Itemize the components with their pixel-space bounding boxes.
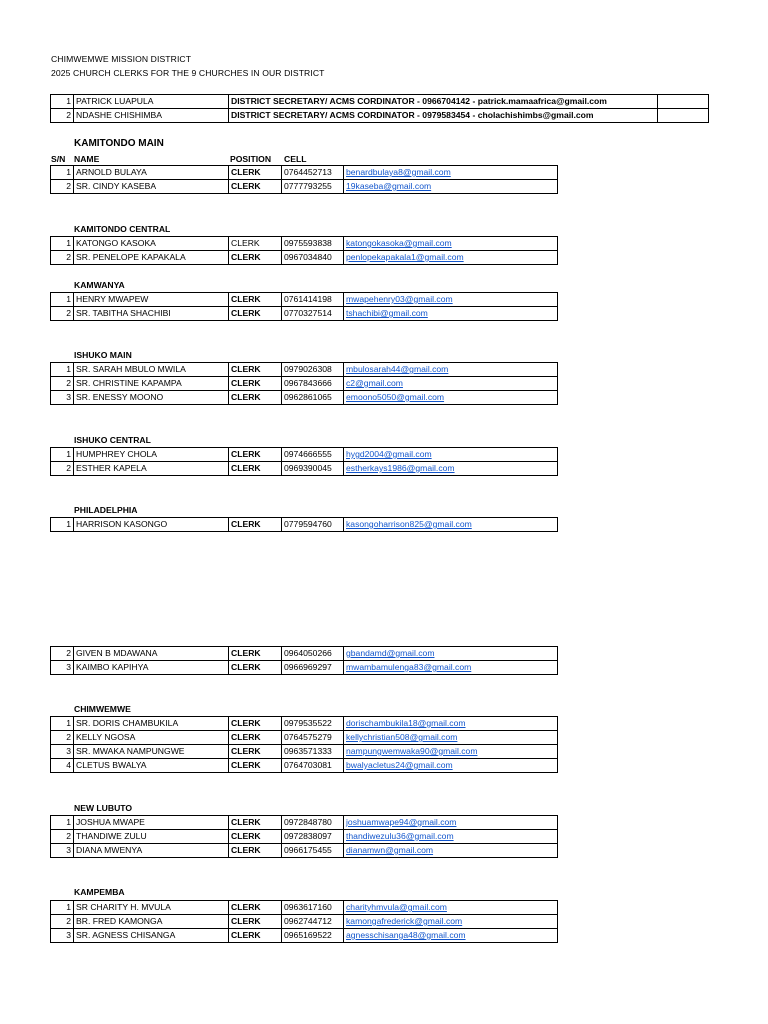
clerk-phone: 0764575279 [282, 731, 344, 745]
row-number: 3 [51, 745, 74, 759]
section-title-kamwanya: KAMWANYA [74, 280, 125, 290]
clerk-name: SR. TABITHA SHACHIBI [74, 307, 229, 321]
clerk-phone: 0777793255 [282, 180, 344, 194]
section-title-ishuko-main: ISHUKO MAIN [74, 350, 132, 360]
section-title-philadelphia: PHILADELPHIA [74, 505, 138, 515]
district-rows [51, 95, 709, 123]
email-link[interactable]: agnesschisanga48@gmail.com [344, 929, 558, 943]
table-row [51, 307, 558, 321]
kamitondo-main-table [50, 165, 558, 194]
table-row [51, 830, 558, 844]
row-number: 3 [51, 929, 74, 943]
email-link[interactable]: penlopekapakala1@gmail.com [344, 251, 558, 265]
row-number: 2 [51, 180, 74, 194]
row-number: 1 [51, 816, 74, 830]
clerk-position: CLERK [229, 844, 282, 858]
table-row [51, 731, 558, 745]
clerk-phone: 0966175455 [282, 844, 344, 858]
clerk-position: CLERK [229, 759, 282, 773]
email-link[interactable]: thandiwezulu36@gmail.com [344, 830, 558, 844]
clerk-name: SR. CINDY KASEBA [74, 180, 229, 194]
row-number: 1 [51, 237, 74, 251]
clerk-position: CLERK [229, 745, 282, 759]
clerk-name: KAIMBO KAPIHYA [74, 661, 229, 675]
email-link[interactable]: mwapehenry03@gmail.com [344, 293, 558, 307]
clerk-position: CLERK [229, 293, 282, 307]
row-number: 2 [51, 307, 74, 321]
column-header-position: POSITION [230, 154, 272, 164]
clerk-name: HENRY MWAPEW [74, 293, 229, 307]
table-row [51, 462, 558, 476]
clerk-phone: 0972838097 [282, 830, 344, 844]
row-number: 2 [51, 731, 74, 745]
clerk-position: CLERK [229, 717, 282, 731]
table-row [51, 251, 558, 265]
row-number: 3 [51, 844, 74, 858]
new-lubuto-table [50, 815, 558, 858]
email-link[interactable]: mwambamulenga83@gmail.com [344, 661, 558, 675]
table-row [51, 647, 558, 661]
table-row [51, 237, 558, 251]
clerk-position: CLERK [229, 647, 282, 661]
officer-role: DISTRICT SECRETARY/ ACMS CORDINATOR - 0979583454 - cholachishimbs@gmail.com [229, 109, 658, 123]
clerk-name: GIVEN B MDAWANA [74, 647, 229, 661]
row-number: 1 [51, 166, 74, 180]
email-link[interactable]: tshachibi@gmail.com [344, 307, 558, 321]
clerk-phone: 0964050266 [282, 647, 344, 661]
philadelphia-continued-table [50, 646, 558, 675]
clerk-name: SR CHARITY H. MVULA [74, 901, 229, 915]
clerk-position: CLERK [229, 448, 282, 462]
row-number: 2 [51, 109, 74, 123]
row-number: 2 [51, 377, 74, 391]
table-row [51, 391, 558, 405]
officer-name: NDASHE CHISHIMBA [74, 109, 229, 123]
email-link[interactable]: charityhmvula@gmail.com [344, 901, 558, 915]
clerk-position: CLERK [229, 830, 282, 844]
section-title-chimwemwe: CHIMWEMWE [74, 704, 131, 714]
row-number: 1 [51, 448, 74, 462]
clerk-phone: 0967843666 [282, 377, 344, 391]
clerk-phone: 0761414198 [282, 293, 344, 307]
section-title-new-lubuto: NEW LUBUTO [74, 803, 133, 813]
email-link[interactable]: kasongoharrison825@gmail.com [344, 518, 558, 532]
table-row [51, 448, 558, 462]
email-link[interactable]: hygd2004@gmail.com [344, 448, 558, 462]
clerk-name: THANDIWE ZULU [74, 830, 229, 844]
row-number: 2 [51, 251, 74, 265]
row-number: 2 [51, 915, 74, 929]
clerk-position: CLERK [229, 929, 282, 943]
row-number: 2 [51, 830, 74, 844]
table-row [51, 717, 558, 731]
clerk-phone: 0962744712 [282, 915, 344, 929]
table-row [51, 95, 709, 109]
clerk-position: CLERK [229, 377, 282, 391]
officer-role: DISTRICT SECRETARY/ ACMS CORDINATOR - 0966704142 - patrick.mamaafrica@gmail.com [229, 95, 658, 109]
document-title: CHIMWEMWE MISSION DISTRICT [51, 54, 192, 64]
table-row [51, 109, 709, 123]
email-link[interactable]: gbandamd@gmail.com [344, 647, 558, 661]
clerk-phone: 0979026308 [282, 363, 344, 377]
empty-cell [658, 95, 709, 109]
clerk-name: CLETUS BWALYA [74, 759, 229, 773]
kamwanya-table [50, 292, 558, 321]
clerk-position: CLERK [229, 661, 282, 675]
clerk-phone: 0962861065 [282, 391, 344, 405]
table-row [51, 293, 558, 307]
chimwemwe-table [50, 716, 558, 773]
ishuko-central-table [50, 447, 558, 476]
table-row [51, 745, 558, 759]
row-number: 1 [51, 717, 74, 731]
clerk-position: CLERK [229, 816, 282, 830]
column-header-sn: S/N [51, 154, 66, 164]
clerk-name: SR. DORIS CHAMBUKILA [74, 717, 229, 731]
clerk-name: ARNOLD BULAYA [74, 166, 229, 180]
clerk-name: HUMPHREY CHOLA [74, 448, 229, 462]
row-number: 3 [51, 391, 74, 405]
row-number: 2 [51, 647, 74, 661]
table-row [51, 915, 558, 929]
clerk-phone: 0969390045 [282, 462, 344, 476]
table-row [51, 363, 558, 377]
ishuko-main-table [50, 362, 558, 405]
clerk-phone: 0974666555 [282, 448, 344, 462]
clerk-position: CLERK [229, 166, 282, 180]
column-header-name: NAME [74, 154, 100, 164]
clerk-name: SR. CHRISTINE KAPAMPA [74, 377, 229, 391]
email-link[interactable]: katongokasoka@gmail.com [344, 237, 558, 251]
clerk-phone: 0967034840 [282, 251, 344, 265]
clerk-phone: 0764703081 [282, 759, 344, 773]
email-link[interactable]: 19kaseba@gmail.com [344, 180, 558, 194]
clerk-phone: 0963571333 [282, 745, 344, 759]
email-link[interactable]: emoono5050@gmail.com [344, 391, 558, 405]
clerk-phone: 0779594760 [282, 518, 344, 532]
clerk-position: CLERK [229, 915, 282, 929]
clerk-phone: 0764452713 [282, 166, 344, 180]
row-number: 1 [51, 518, 74, 532]
table-row [51, 901, 558, 915]
table-row [51, 661, 558, 675]
kamitondo-central-table [50, 236, 558, 265]
clerk-name: SR. PENELOPE KAPAKALA [74, 251, 229, 265]
document-subtitle: 2025 CHURCH CLERKS FOR THE 9 CHURCHES IN OUR DISTRICT [51, 68, 325, 78]
email-link[interactable]: c2@gmail.com [344, 377, 558, 391]
clerk-position: CLERK [229, 901, 282, 915]
empty-cell [658, 109, 709, 123]
clerk-name: JOSHUA MWAPE [74, 816, 229, 830]
clerk-position: CLERK [229, 251, 282, 265]
clerk-name: SR. ENESSY MOONO [74, 391, 229, 405]
column-header-cell: CELL [284, 154, 307, 164]
email-link[interactable]: estherkays1986@gmail.com [344, 462, 558, 476]
district-officers-table [50, 94, 709, 123]
clerk-name: DIANA MWENYA [74, 844, 229, 858]
row-number: 1 [51, 293, 74, 307]
section-title-kampemba: KAMPEMBA [74, 887, 125, 897]
row-number: 3 [51, 661, 74, 675]
clerk-phone: 0965169522 [282, 929, 344, 943]
section-title-kamitondo-main: KAMITONDO MAIN [74, 138, 164, 149]
clerk-name: HARRISON KASONGO [74, 518, 229, 532]
kampemba-table [50, 900, 558, 943]
clerk-name: ESTHER KAPELA [74, 462, 229, 476]
email-link[interactable]: kamongafrederick@gmail.com [344, 915, 558, 929]
section-title-ishuko-central: ISHUKO CENTRAL [74, 435, 151, 445]
row-number: 2 [51, 462, 74, 476]
clerk-phone: 0972848780 [282, 816, 344, 830]
clerk-name: BR. FRED KAMONGA [74, 915, 229, 929]
clerk-phone: 0770327514 [282, 307, 344, 321]
email-link[interactable]: kellychristian508@gmail.com [344, 731, 558, 745]
row-number: 1 [51, 901, 74, 915]
section-title-kamitondo-central: KAMITONDO CENTRAL [74, 224, 171, 234]
row-number: 1 [51, 363, 74, 377]
clerk-phone: 0963617160 [282, 901, 344, 915]
philadelphia-table [50, 517, 558, 532]
clerk-position: CLERK [229, 518, 282, 532]
clerk-name: SR. SARAH MBULO MWILA [74, 363, 229, 377]
clerk-name: KATONGO KASOKA [74, 237, 229, 251]
email-link[interactable]: joshuamwape94@gmail.com [344, 816, 558, 830]
table-row [51, 844, 558, 858]
table-row [51, 377, 558, 391]
email-link[interactable]: bwalyacletus24@gmail.com [344, 759, 558, 773]
email-link[interactable]: dorischambukila18@gmail.com [344, 717, 558, 731]
clerk-phone: 0975593838 [282, 237, 344, 251]
clerk-position: CLERK [229, 731, 282, 745]
clerk-phone: 0966969297 [282, 661, 344, 675]
clerk-position: CLERK [229, 307, 282, 321]
email-link[interactable]: nampungwemwaka90@gmail.com [344, 745, 558, 759]
clerk-name: KELLY NGOSA [74, 731, 229, 745]
clerk-name: SR. AGNESS CHISANGA [74, 929, 229, 943]
row-number: 4 [51, 759, 74, 773]
row-number: 1 [51, 95, 74, 109]
clerk-phone: 0979535522 [282, 717, 344, 731]
clerk-position: CLERK [229, 462, 282, 476]
clerk-position: CLERK [229, 180, 282, 194]
table-row [51, 518, 558, 532]
officer-name: PATRICK LUAPULA [74, 95, 229, 109]
clerk-position: CLERK [229, 391, 282, 405]
clerk-name: SR. MWAKA NAMPUNGWE [74, 745, 229, 759]
email-link[interactable]: dianamwn@gmail.com [344, 844, 558, 858]
clerk-position: CLERK [229, 363, 282, 377]
table-row [51, 816, 558, 830]
table-row [51, 166, 558, 180]
email-link[interactable]: benardbulaya8@gmail.com [344, 166, 558, 180]
table-row [51, 759, 558, 773]
table-row [51, 929, 558, 943]
table-row [51, 180, 558, 194]
clerk-position: CLERK [229, 237, 282, 251]
email-link[interactable]: mbulosarah44@gmail.com [344, 363, 558, 377]
